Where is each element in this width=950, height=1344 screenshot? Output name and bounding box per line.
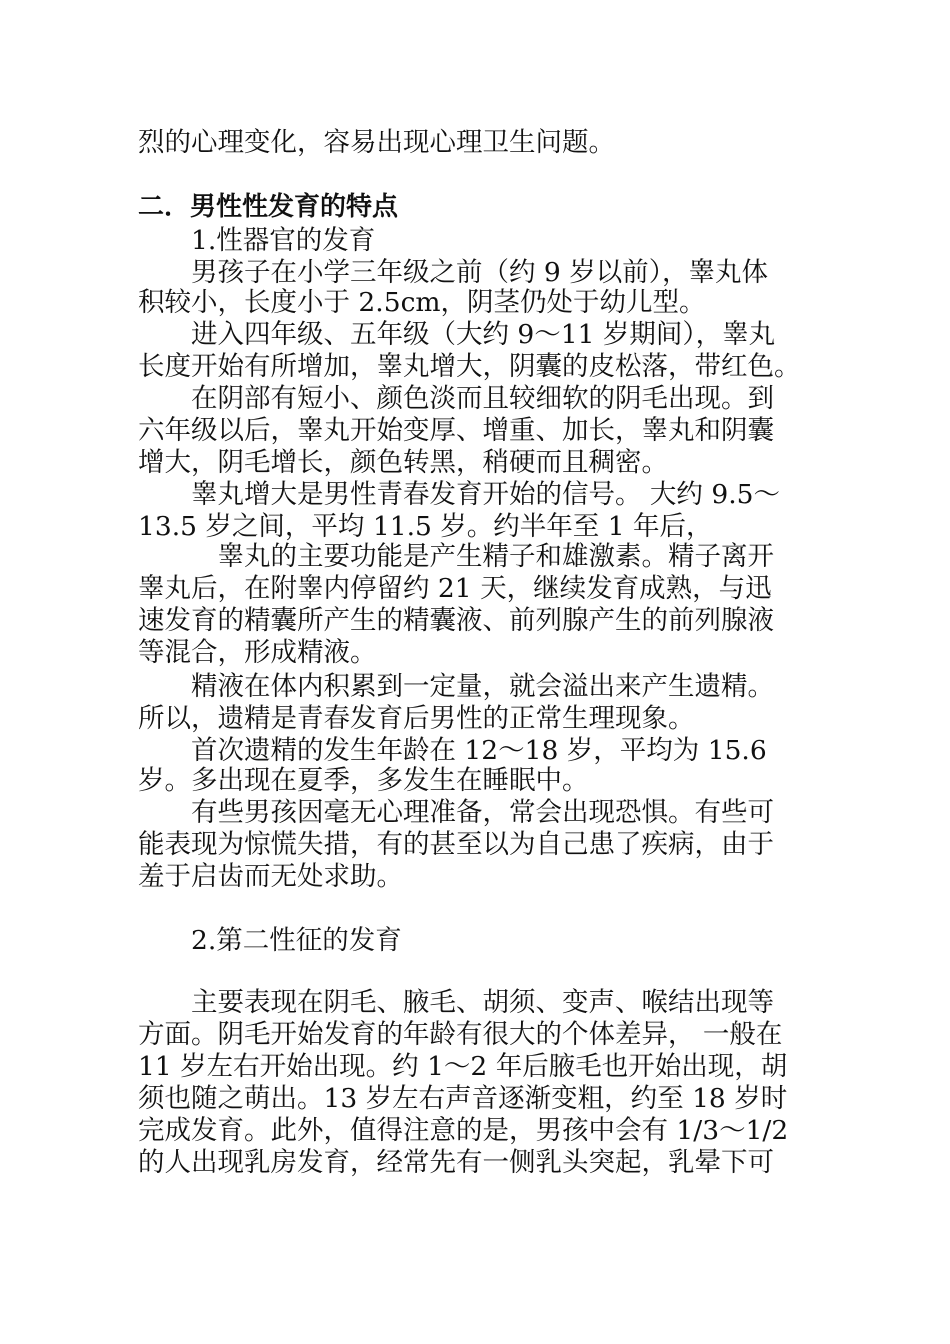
text-line: 烈的心理变化，容易出现心理卫生问题。 (138, 127, 615, 158)
subsection-heading: 1.性器官的发育 (138, 225, 376, 256)
subsection-heading: 2.第二性征的发育 (138, 925, 402, 956)
text-line: 须也随之萌出。13 岁左右声音逐渐变粗，约至 18 岁时 (138, 1083, 788, 1114)
text-line: 男孩子在小学三年级之前（约 9 岁以前），睾丸体 (138, 257, 768, 288)
text-line: 增大，阴毛增长，颜色转黑，稍硬而且稠密。 (138, 447, 668, 478)
text-line: 睾丸的主要功能是产生精子和雄激素。精子离开 (138, 541, 774, 572)
text-line: 主要表现在阴毛、腋毛、胡须、变声、喉结出现等 (138, 987, 774, 1018)
text-line: 羞于启齿而无处求助。 (138, 861, 403, 892)
text-line: 所以，遗精是青春发育后男性的正常生理现象。 (138, 703, 695, 734)
text-line: 首次遗精的发生年龄在 12～18 岁，平均为 15.6 (138, 735, 767, 766)
text-line: 在阴部有短小、颜色淡而且较细软的阴毛出现。到 (138, 383, 774, 414)
text-line: 13.5 岁之间，平均 11.5 岁。约半年至 1 年后， (138, 511, 713, 542)
text-line: 完成发育。此外，值得注意的是，男孩中会有 1/3～1/2 (138, 1115, 789, 1146)
text-line: 睾丸后，在附睾内停留约 21 天，继续发育成熟，与迅 (138, 573, 772, 604)
text-line: 的人出现乳房发育，经常先有一侧乳头突起，乳晕下可 (138, 1147, 774, 1178)
text-line: 等混合，形成精液。 (138, 637, 377, 668)
text-line: 方面。阴毛开始发育的年龄有很大的个体差异， 一般在 (138, 1019, 783, 1050)
text-line: 六年级以后，睾丸开始变厚、增重、加长，睾丸和阴囊 (138, 415, 774, 446)
text-line: 有些男孩因毫无心理准备，常会出现恐惧。有些可 (138, 797, 774, 828)
text-line: 进入四年级、五年级（大约 9～11 岁期间），睾丸 (138, 319, 776, 350)
text-line: 岁。多出现在夏季，多发生在睡眠中。 (138, 765, 589, 796)
text-line: 长度开始有所增加，睾丸增大，阴囊的皮松落，带红色。 (138, 351, 801, 382)
text-line: 速发育的精囊所产生的精囊液、前列腺产生的前列腺液 (138, 605, 774, 636)
text-line: 11 岁左右开始出现。约 1～2 年后腋毛也开始出现，胡 (138, 1051, 788, 1082)
text-line: 睾丸增大是男性青春发育开始的信号。 大约 9.5～ (138, 479, 780, 510)
text-line: 能表现为惊慌失措，有的甚至以为自己患了疾病，由于 (138, 829, 774, 860)
text-line: 精液在体内积累到一定量，就会溢出来产生遗精。 (138, 671, 774, 702)
text-line: 积较小，长度小于 2.5cm，阴茎仍处于幼儿型。 (138, 287, 706, 318)
section-heading: 二．男性性发育的特点 (138, 192, 399, 222)
